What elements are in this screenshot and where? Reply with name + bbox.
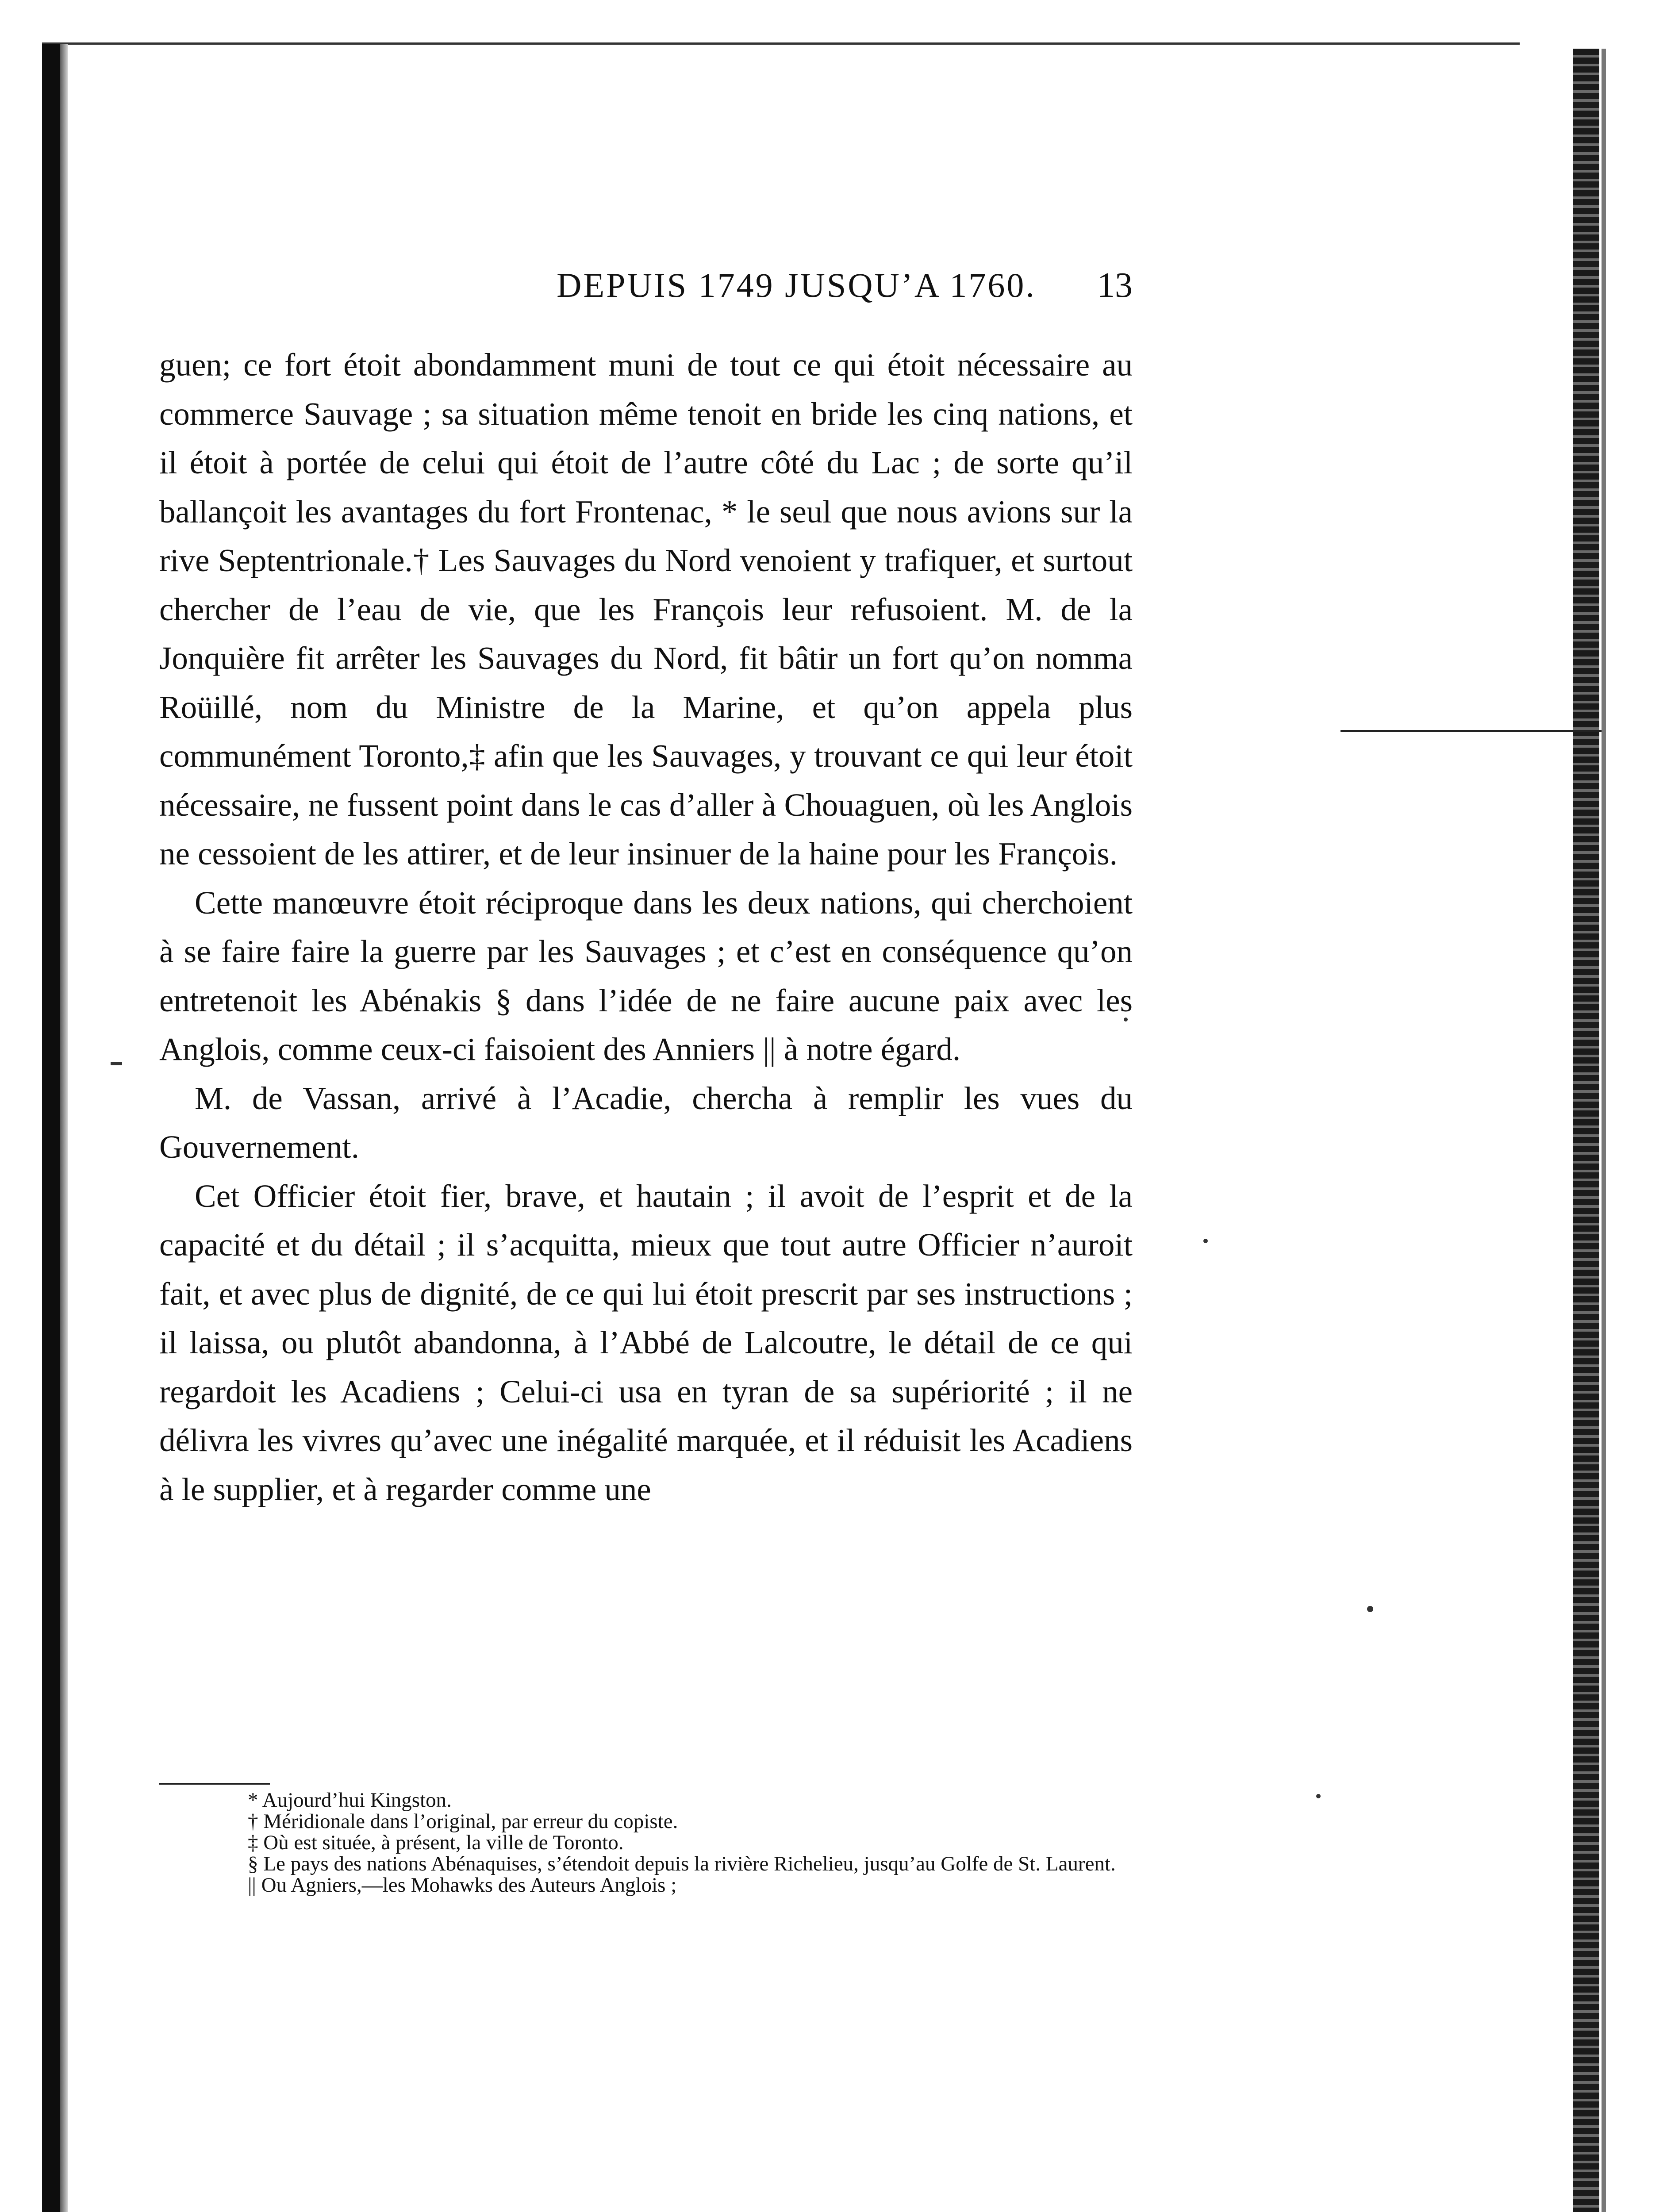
running-head: DEPUIS 1749 JUSQU’A 1760.	[557, 266, 1036, 304]
scan-left-shadow	[42, 44, 60, 2212]
page-number: 13	[1097, 266, 1133, 305]
paragraph: Cette manœuvre étoit réciproque dans les deux nations, qui cherchoient à se faire faire la guerre par les Sauvages ; et c’est en conséquence qu’on entretenoit les Abénakis § dans l’idée de ne faire aucune paix avec les Anglois, comme ceux-ci faisoient des Anniers || à notre égard.	[159, 884, 1133, 1067]
paragraph: M. de Vassan, arrivé à l’Acadie, chercha à remplir les vues du Gouvernement.	[159, 1080, 1133, 1165]
footnote-text: Aujourd’hui Kingston.	[262, 1789, 452, 1812]
footnote	[159, 1832, 1133, 1853]
paragraph: guen; ce fort étoit abondamment muni de tout ce qui étoit nécessaire au commerce Sauvage ; sa situation même tenoit en bride les cinq nations, et il étoit à portée de celui qui étoit de l’autre côté du Lac ; de sorte qu’il ballançoit les avantages du fort Frontenac, * le seul que nous avions sur la rive Septentrionale.† Les Sauvages du Nord venoient y trafiquer, et surtout chercher de l’eau de vie, que les François leur refusoient. M. de la Jonquière fit arrêter les Sauvages du Nord, fit bâtir un fort qu’on nomma Roüillé, nom du Ministre de la Marine, et qu’on appela plus communément Toronto,‡ afin que les Sauvages, y trouvant ce qui leur étoit nécessaire, ne fussent point dans le cas d’aller à Chouaguen, où les Anglois ne cessoient de les attirer, et de leur insinuer de la haine pour les François.	[159, 347, 1133, 872]
footnote-text: Ou Agniers,—les Mohawks des Auteurs Anglois ;	[261, 1874, 677, 1897]
footnote-text: Où est située, à présent, la ville de Toronto.	[263, 1831, 624, 1854]
footnote-text: Le pays des nations Abénaquises, s’étendoit depuis la rivière Richelieu, jusqu’au Golfe de St. Laurent.	[263, 1852, 1116, 1875]
footnote	[159, 1790, 1133, 1811]
binding-edge	[1573, 49, 1599, 2212]
footnote-mark: §	[248, 1852, 258, 1875]
footnote-text: Méridionale dans l’original, par erreur du copiste.	[263, 1810, 678, 1833]
scan-left-gradient	[60, 44, 68, 2212]
paragraph: Cet Officier étoit fier, brave, et hautain ; il avoit de l’esprit et de la capacité et du détail ; il s’acquitta, mieux que tout autre Officier n’auroit fait, et avec plus de dignité, de ce qui lui étoit prescrit par ses instructions ; il laissa, ou plutôt abandonna, à l’Abbé de Lalcoutre, le détail de ce qui regardoit les Acadiens ; Celui-ci usa en tyran de sa supériorité ; il ne délivra les vivres qu’avec une inégalité marquée, et il réduisit les Acadiens à le supplier, et à regarder comme une	[159, 1178, 1133, 1507]
speck	[1367, 1606, 1373, 1612]
speck	[1203, 1239, 1208, 1243]
footnote	[159, 1874, 1133, 1896]
footnote	[159, 1853, 1133, 1874]
binding-edge-thin	[1602, 49, 1606, 2212]
scan-top-edge	[42, 42, 1520, 45]
speck	[111, 1062, 122, 1065]
speck	[1316, 1794, 1321, 1798]
margin-rule	[1341, 730, 1602, 732]
footnotes	[159, 1790, 1133, 1896]
footnote-mark: †	[248, 1810, 258, 1833]
footnote-rule	[159, 1783, 270, 1785]
body-text	[159, 341, 1133, 1514]
footnote-mark: ‡	[248, 1831, 258, 1854]
footnote-mark: ||	[248, 1874, 256, 1897]
footnote-mark: *	[248, 1789, 258, 1812]
footnote	[159, 1811, 1133, 1832]
